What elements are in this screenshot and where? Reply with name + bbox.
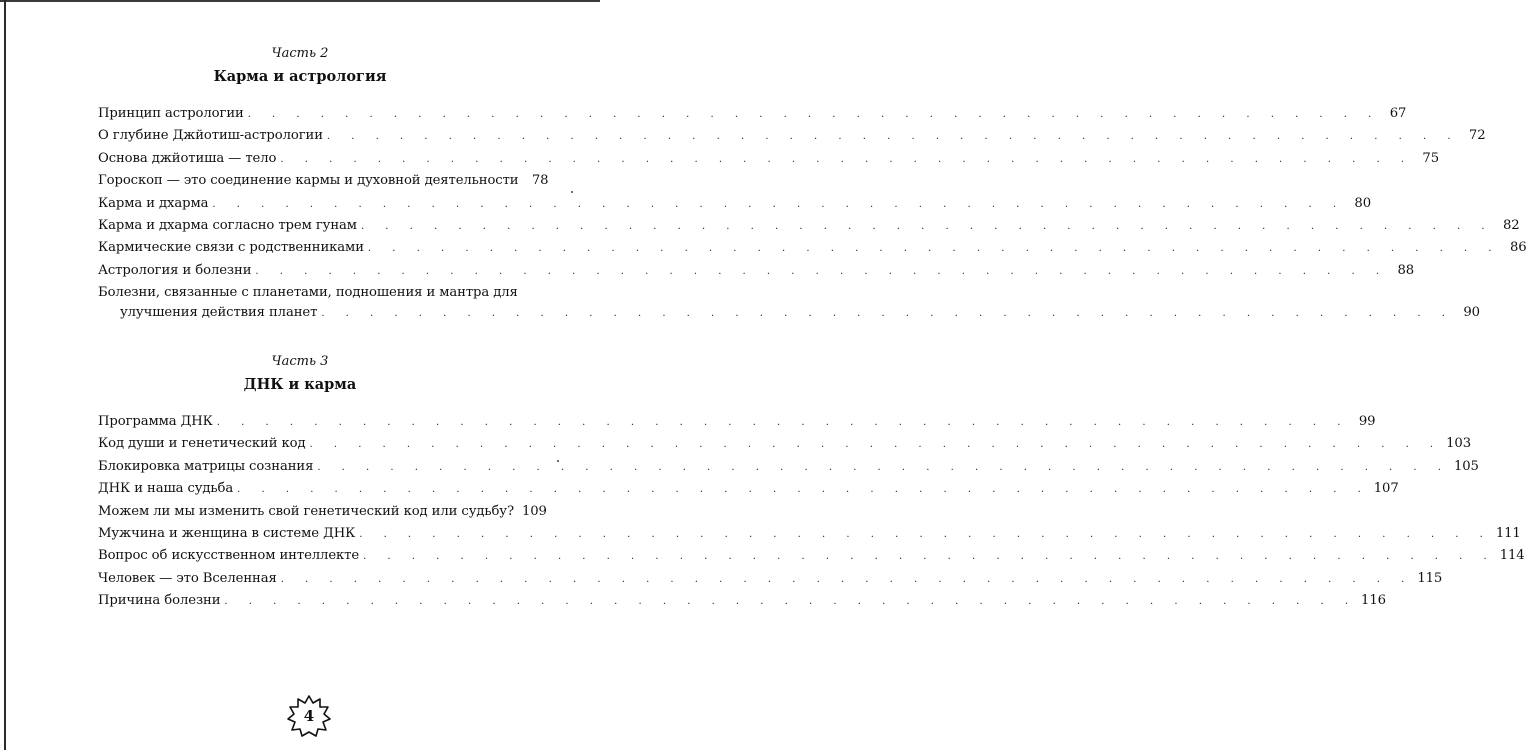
entry-title: Причина болезни	[98, 593, 221, 609]
toc-entry[interactable]	[98, 503, 547, 526]
part2-toc	[98, 106, 1527, 327]
entry-page: 109	[521, 503, 547, 519]
entry-title: Принцип астрологии	[98, 106, 244, 121]
entry-page: 72	[1468, 128, 1486, 144]
entry-page: 90	[1463, 305, 1480, 321]
toc-entry[interactable]	[98, 262, 1415, 285]
entry-title: Блокировка матрицы сознания	[98, 458, 314, 474]
part3-title: ДНК и карма	[243, 376, 357, 393]
dot-leader: . . . . . . . . . . . . . . . . . . . . . . . . . . . . . . . . . . . . . . . . . . . . . . .	[367, 243, 1501, 255]
toc-entry[interactable]	[98, 106, 1407, 128]
dot-leader: . . . . . . . . . . . . . . . . . . . . . . . . . . . . . . . . . . . . . . . . . . . . . . .	[321, 308, 1454, 320]
entry-title-line2: улучшения действия планет	[120, 305, 318, 321]
toc-entry[interactable]	[98, 285, 1480, 327]
entry-page: 67	[1389, 106, 1407, 121]
entry-page: 86	[1509, 240, 1527, 256]
dot-leader: . . . . . . . . . . . . . . . . . . . . . . . . . . . . . . . . . . . . . . . . . . . . . . .	[280, 153, 1414, 165]
toc-entry[interactable]	[98, 414, 1376, 436]
part2-label: Часть 2	[271, 46, 329, 61]
toc-entry[interactable]	[98, 217, 1520, 240]
toc-entry[interactable]	[98, 548, 1525, 570]
page-left-edge	[4, 0, 6, 750]
entry-title: Программа ДНК	[98, 414, 213, 429]
entry-title: Можем ли мы изменить свой генетический код или судьбу?	[98, 503, 514, 519]
entry-page: 80	[1354, 195, 1372, 211]
entry-title: Вопрос об искусственном интеллекте	[98, 548, 360, 564]
entry-page: 114	[1499, 548, 1525, 564]
toc-entry[interactable]	[98, 128, 1486, 150]
entry-title: Карма и дхарма согласно трем гунам	[98, 217, 357, 233]
toc-entry[interactable]	[98, 525, 1521, 548]
entry-title: Астрология и болезни	[98, 262, 252, 278]
dot-leader: . . . . . . . . . . . . . . . . . . . . . . . . . . . . . . . . . . . . . . . . . . . . . . .	[317, 461, 1450, 473]
dot-leader: . . . . . . . . . . . . . . . . . . . . . . . . . . . . . . . . . . . . . . . . . . . . . . .	[212, 198, 1346, 210]
toc-entry[interactable]	[98, 436, 1471, 458]
toc-entry[interactable]	[98, 150, 1440, 173]
entry-title: Кармические связи с родственниками	[98, 240, 364, 256]
print-speck	[571, 191, 573, 193]
entry-page: 78	[531, 173, 549, 189]
entry-title: Код души и генетический код	[98, 436, 306, 452]
part3-toc	[98, 414, 1525, 616]
entry-title: Человек — это Вселенная	[98, 570, 277, 586]
page-number: 4	[303, 707, 315, 725]
dot-leader: . . . . . . . . . . . . . . . . . . . . . . . . . . . . . . . . . . . . . . . . . . . . . . .	[360, 220, 1494, 232]
print-speck	[557, 460, 559, 462]
dot-leader: . . . . . . . . . . . . . . . . . . . . . . . . . . . . . . . . . . . . . . . . . . . . . . .	[255, 265, 1389, 277]
toc-entry[interactable]	[98, 195, 1372, 218]
toc-entry[interactable]	[98, 593, 1386, 615]
entry-page: 116	[1361, 593, 1386, 609]
entry-title: Гороскоп — это соединение кармы и духовной деятельности	[98, 173, 519, 189]
dot-leader: . . . . . . . . . . . . . . . . . . . . . . . . . . . . . . . . . . . . . . . . . . . . . . .	[363, 551, 1496, 563]
entry-title: О глубине Джйотиш-астрологии	[98, 128, 323, 144]
dot-leader: . . . . . . . . . . . . . . . . . . . . . . . . . . . . . . . . . . . . . . . . . . . . . . .	[237, 484, 1370, 496]
dot-leader: . . . . . . . . . . . . . . . . . . . . . . . . . . . . . . . . . . . . . . . . . . . . . . .	[359, 528, 1492, 540]
entry-page: 82	[1502, 217, 1520, 233]
part2-title: Карма и астрология	[213, 68, 387, 85]
entry-page: 88	[1397, 262, 1415, 278]
toc-entry[interactable]	[98, 570, 1443, 593]
entry-title: ДНК и наша судьба	[98, 481, 234, 497]
entry-page: 99	[1358, 414, 1376, 429]
entry-page: 75	[1422, 150, 1440, 166]
entry-page: 107	[1373, 481, 1399, 497]
entry-title: Основа джйотиша — тело	[98, 150, 277, 166]
dot-leader: . . . . . . . . . . . . . . . . . . . . . . . . . . . . . . . . . . . . . . . . . . . . . . .	[247, 109, 1381, 120]
dot-leader: . . . . . . . . . . . . . . . . . . . . . . . . . . . . . . . . . . . . . . . . . . . . . . .	[309, 439, 1443, 451]
dot-leader: . . . . . . . . . . . . . . . . . . . . . . . . . . . . . . . . . . . . . . . . . . . . . . .	[280, 573, 1414, 585]
part3-label: Часть 3	[271, 354, 329, 369]
page-top-edge	[0, 0, 600, 2]
entry-title: Мужчина и женщина в системе ДНК	[98, 525, 356, 541]
dot-leader: . . . . . . . . . . . . . . . . . . . . . . . . . . . . . . . . . . . . . . . . . . . . . . .	[224, 596, 1358, 608]
toc-entry[interactable]	[98, 458, 1479, 481]
toc-entry[interactable]	[98, 481, 1399, 503]
entry-title-line1: Болезни, связанные с планетами, подношения и мантра для	[98, 285, 518, 301]
entry-page: 115	[1417, 570, 1443, 586]
toc-entry[interactable]	[98, 173, 549, 195]
toc-entry[interactable]	[98, 240, 1527, 262]
entry-page: 105	[1453, 458, 1479, 474]
entry-page: 103	[1446, 436, 1471, 452]
entry-title: Карма и дхарма	[98, 195, 209, 211]
dot-leader: . . . . . . . . . . . . . . . . . . . . . . . . . . . . . . . . . . . . . . . . . . . . . . .	[216, 417, 1350, 428]
entry-page: 111	[1495, 525, 1521, 541]
dot-leader: . . . . . . . . . . . . . . . . . . . . . . . . . . . . . . . . . . . . . . . . . . . . . . .	[326, 131, 1460, 143]
